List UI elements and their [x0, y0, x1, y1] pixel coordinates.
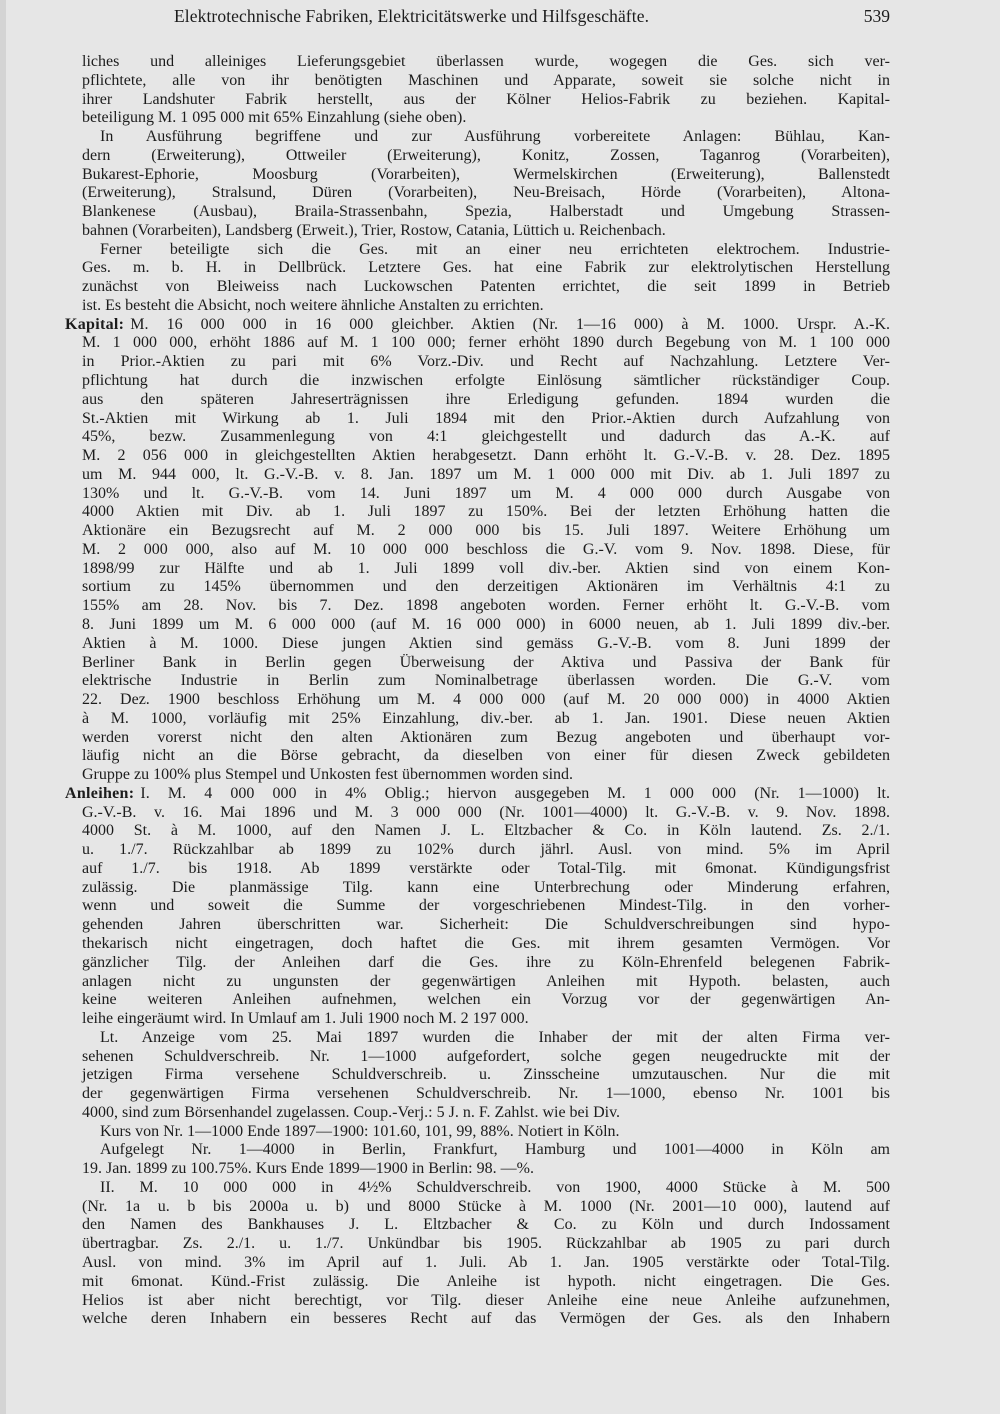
- line-text: Ferner beteiligte sich die Ges. mit an einer neu errichteten elektrochem. Industrie-: [100, 240, 890, 258]
- text-line: [82, 1029, 890, 1048]
- text-line: [82, 259, 890, 278]
- line-text: Aktionäre ein Bezugsrecht auf M. 2 000 000 bis 15. Juli 1897. Weitere Erhöhung um: [82, 522, 890, 540]
- line-text: welche deren Inhabern ein besseres Recht auf das Vermögen der Ges. als den Inhabern: [82, 1310, 890, 1328]
- text-line: [82, 1216, 890, 1235]
- text-line: [82, 410, 890, 429]
- line-text: dern (Erweiterung), Ottweiler (Erweiterung), Konitz, Zossen, Taganrog (Vorarbeiten),: [82, 146, 890, 164]
- text-line: [82, 710, 890, 729]
- line-text: 4000 Aktien mit Div. ab 1. Juli 1897 zu 150%. Bei der letzten Erhöhung hatten die: [82, 503, 890, 521]
- text-line: [82, 1141, 890, 1160]
- section-label: Kapital:: [65, 315, 125, 333]
- text-line: [82, 1292, 890, 1311]
- line-text: In Ausführung begriffene und zur Ausführung vorbereitete Anlagen: Bühlau, Kan-: [100, 128, 890, 146]
- text-line: [82, 897, 890, 916]
- line-text: leihe eingeräumt wird. In Umlauf am 1. Juli 1900 noch M. 2 197 000.: [82, 1010, 529, 1028]
- text-line: [82, 973, 890, 992]
- text-line: [82, 297, 890, 316]
- text-line: [82, 1160, 890, 1179]
- running-header: [82, 6, 890, 30]
- text-line: [65, 316, 890, 335]
- line-text: übertragbar. Zs. 2./1. u. 1./7. Unkündbar bis 1905. Rückzahlbar ab 1905 zu pari durch: [82, 1235, 890, 1253]
- text-line: [82, 935, 890, 954]
- text-line: [82, 860, 890, 879]
- text-line: [82, 578, 890, 597]
- line-text: pflichtung hat durch die inzwischen erfolgte Einlösung sämtlicher rückständiger Coup.: [82, 372, 890, 390]
- text-line: [82, 522, 890, 541]
- text-line: [82, 1254, 890, 1273]
- text-line: [82, 485, 890, 504]
- line-text: keine weiteren Anleihen aufnehmen, welchen ein Vorzug vor der gegenwärtigen An-: [82, 991, 890, 1009]
- text-line: [82, 616, 890, 635]
- line-text: à M. 1000, vorläufig mit 25% Einzahlung, div.-ber. ab 1. Jan. 1901. Diese neuen Aktien: [82, 709, 890, 727]
- text-line: [82, 334, 890, 353]
- text-line: [82, 1104, 890, 1123]
- line-text: thekarisch nicht eingetragen, doch haftet die Ges. mit ihrem gesamten Vermögen. Vor: [82, 934, 890, 952]
- text-line: [82, 166, 890, 185]
- line-text: 22. Dez. 1900 beschloss Erhöhung um M. 4 000 000 (auf M. 20 000 000) in 4000 Aktien: [82, 691, 890, 709]
- line-text: Bukarest-Ephorie, Moosburg (Vorarbeiten), Wermelskirchen (Erweiterung), Ballenstedt: [82, 165, 890, 183]
- line-text: elektrische Industrie in Berlin zum Nominalbetrage überlassen worden. Die G.-V. vom: [82, 672, 890, 690]
- line-text: u. 1./7. Rückzahlbar ab 1899 zu 102% durch jährl. Ausl. von mind. 5% im April: [82, 841, 890, 859]
- text-line: [82, 1310, 890, 1329]
- text-line: [82, 954, 890, 973]
- paragraph: [82, 1123, 890, 1142]
- text-line: [82, 822, 890, 841]
- text-line: [82, 804, 890, 823]
- text-line: [82, 879, 890, 898]
- text-line: [82, 597, 890, 616]
- line-text: auf 1./7. bis 1918. Ab 1899 verstärkte oder Total-Tilg. mit 6monat. Kündigungsfrist: [82, 859, 890, 877]
- text-line: [82, 241, 890, 260]
- line-text: mit 6monat. Künd.-Frist zulässig. Die Anleihe ist hypoth. nicht eingetragen. Die Ges.: [82, 1272, 890, 1290]
- text-line: [82, 184, 890, 203]
- text-line: [82, 428, 890, 447]
- line-text: 130% und lt. G.-V.-B. vom 14. Juni 1897 um M. 4 000 000 durch Ausgabe von: [82, 484, 890, 502]
- line-text: zunächst von Bleiweiss nach Luckowschen Patenten errichtet, die seit 1899 in Betrieb: [82, 278, 890, 296]
- text-line: [82, 203, 890, 222]
- line-text: gehenden Jahren überschritten war. Sicherheit: Die Schuldverschreibungen sind hypo-: [82, 916, 890, 934]
- line-text: sortium zu 145% übernommen und den derzeitigen Aktionären im Verhältnis 4:1 zu: [82, 578, 890, 596]
- line-text: Aktien à M. 1000. Diese jungen Aktien sind gemäss G.-V.-B. vom 8. Juni 1899 der: [82, 634, 890, 652]
- line-text: Berliner Bank in Berlin gegen Überweisung der Aktiva und Passiva der Bank für: [82, 653, 890, 671]
- line-text: ist. Es besteht die Absicht, noch weitere ähnliche Anstalten zu errichten.: [82, 296, 544, 314]
- line-text: Ausl. von mind. 3% im April auf 1. Juli. Ab 1. Jan. 1905 verstärkte oder Total-Tilg.: [82, 1254, 890, 1271]
- paragraph: [82, 1179, 890, 1329]
- text-line: [82, 72, 890, 91]
- line-text: M. 1 000 000, erhöht 1886 auf M. 1 100 000; ferner erhöht 1890 durch Begebung von M. 1 100 000: [82, 334, 890, 352]
- text-line: [82, 691, 890, 710]
- text-line: [82, 372, 890, 391]
- text-line: [82, 1123, 890, 1142]
- line-text: ihrer Landshuter Fabrik herstellt, aus der Kölner Helios-Fabrik zu beziehen. Kapital-: [82, 90, 890, 108]
- line-text: St.-Aktien mit Wirkung ab 1. Juli 1894 mit den Prior.-Aktien durch Aufzahlung von: [82, 409, 890, 427]
- text-line: [82, 109, 890, 128]
- line-text: (Erweiterung), Stralsund, Düren (Vorarbeiten), Neu-Breisach, Hörde (Vorarbeiten), Altona-: [82, 184, 890, 202]
- scan-page-edge: [0, 0, 6, 1414]
- line-text: aus den späteren Jahreserträgnissen ihre Erledigung gefunden. 1894 wurden die: [82, 390, 890, 408]
- line-text: Kurs von Nr. 1—1000 Ende 1897—1900: 101.60, 101, 99, 88%. Notiert in Köln.: [100, 1122, 620, 1140]
- line-text: den Namen des Bankhauses J. L. Eltzbacher & Co. zu Köln und durch Indossament: [82, 1216, 890, 1234]
- paragraph: [82, 1029, 890, 1123]
- running-title: Elektrotechnische Fabriken, Elektricitätswerke und Hilfsgeschäfte.: [174, 6, 650, 26]
- text-line: [82, 1273, 890, 1292]
- line-text: bahnen (Vorarbeiten), Landsberg (Erweit.), Trier, Rostow, Catania, Lüttich u. Reichenbach.: [82, 221, 666, 239]
- text-line: [82, 1085, 890, 1104]
- line-text: Aufgelegt Nr. 1—4000 in Berlin, Frankfurt, Hamburg und 1001—4000 in Köln am: [100, 1141, 890, 1159]
- line-text: M. 2 056 000 in gleichgestellten Aktien herabgesetzt. Dann erhöht lt. G.-V.-B. v. 28. Dez. 1895: [82, 447, 890, 465]
- line-text: jetzigen Firma versehene Schuldverschreib. u. Zinsscheine umzutauschen. Nur die mit: [82, 1066, 890, 1084]
- text-line: [82, 128, 890, 147]
- page-body: [65, 53, 890, 1329]
- line-text: anlagen nicht zu ungunsten der gegenwärtigen Anleihen mit Hypoth. belasten, auch: [82, 972, 890, 990]
- line-text: (Nr. 1a u. b bis 2000a u. b) und 8000 Stücke à M. 1000 (Nr. 2001—10 000), lautend auf: [82, 1197, 890, 1215]
- text-line: [82, 278, 890, 297]
- paragraph: [82, 53, 890, 128]
- paragraph: [82, 128, 890, 241]
- line-text: der gegenwärtigen Firma versehenen Schuldverschreib. Nr. 1—1000, ebenso Nr. 1001 bis: [82, 1085, 890, 1103]
- text-line: [82, 541, 890, 560]
- text-line: [82, 1048, 890, 1067]
- paragraph: [65, 315, 890, 785]
- section-label: Anleihen:: [65, 784, 135, 802]
- line-text: gänzlicher Tilg. der Anleihen darf die Ges. ihre zu Köln-Ehrenfeld belegenen Fabrik-: [82, 953, 890, 971]
- text-line: [82, 841, 890, 860]
- line-text: Helios ist aber nicht berechtigt, vor Tilg. dieser Anleihe eine neue Anleihe aufzunehmen,: [82, 1291, 890, 1309]
- line-text: 19. Jan. 1899 zu 100.75%. Kurs Ende 1899—1900 in Berlin: 98. —%.: [82, 1160, 534, 1178]
- text-line: [82, 654, 890, 673]
- line-text: 155% am 28. Nov. bis 7. Dez. 1898 angeboten worden. Ferner erhöht lt. G.-V.-B. vom: [82, 597, 890, 615]
- text-line: [82, 91, 890, 110]
- text-line: [82, 766, 890, 785]
- line-text: M. 2 000 000, also auf M. 10 000 000 beschloss die G.-V. vom 9. Nov. 1898. Diese, für: [82, 540, 890, 558]
- text-line: [82, 147, 890, 166]
- line-text: Lt. Anzeige vom 25. Mai 1897 wurden die Inhaber der mit der alten Firma ver-: [100, 1028, 890, 1046]
- text-line: [82, 1010, 890, 1029]
- text-line: [82, 466, 890, 485]
- line-text: II. M. 10 000 000 in 4½% Schuldverschreib. von 1900, 4000 Stücke à M. 500: [100, 1178, 890, 1196]
- line-text: liches und alleiniges Lieferungsgebiet überlassen wurde, wogegen die Ges. sich ver-: [82, 53, 890, 70]
- page-number: 539: [863, 6, 890, 26]
- line-text: 4000 St. à M. 1000, auf den Namen J. L. Eltzbacher & Co. in Köln lautend. Zs. 2./1.: [82, 822, 890, 840]
- line-text: 4000, sind zum Börsenhandel zugelassen. Coup.-Verj.: 5 J. n. F. Zahlst. wie bei Div.: [82, 1103, 621, 1121]
- line-text: pflichtete, alle von ihr benötigten Maschinen und Apparate, soweit sie solche nicht in: [82, 71, 890, 89]
- text-line: [82, 503, 890, 522]
- line-text: 1898/99 zur Hälfte und ab 1. Juli 1899 voll div.-ber. Aktien sind von einem Kon-: [82, 559, 890, 577]
- line-text: M. 16 000 000 in 16 000 gleichber. Aktien (Nr. 1—16 000) à M. 1000. Urspr. A.-K.: [130, 315, 890, 333]
- paragraph: [82, 1141, 890, 1179]
- text-line: [82, 635, 890, 654]
- line-text: läufig nicht an die Börse gebracht, da dieselben von einer für diesen Zweck gebildeten: [82, 747, 890, 765]
- text-line: [82, 1198, 890, 1217]
- text-line: [82, 1066, 890, 1085]
- line-text: 45%, bezw. Zusammenlegung von 4:1 gleichgestellt und dadurch das A.-K. auf: [82, 428, 890, 446]
- text-line: [82, 53, 890, 72]
- text-line: [82, 391, 890, 410]
- line-text: G.-V.-B. v. 16. Mai 1896 und M. 3 000 000 (Nr. 1001—4000) lt. G.-V.-B. v. 9. Nov. 1898.: [82, 803, 890, 821]
- line-text: beteiligung M. 1 095 000 mit 65% Einzahlung (siehe oben).: [82, 109, 467, 127]
- text-line: [82, 447, 890, 466]
- text-line: [82, 672, 890, 691]
- text-line: [82, 560, 890, 579]
- text-line: [82, 916, 890, 935]
- line-text: Ges. m. b. H. in Dellbrück. Letztere Ges. hat eine Fabrik zur elektrolytischen Herstellung: [82, 259, 890, 277]
- text-line: [65, 785, 890, 804]
- line-text: 8. Juni 1899 um M. 6 000 000 (auf M. 16 000 000) in 6000 neuen, ab 1. Juli 1899 div.-ber.: [82, 615, 890, 633]
- paragraph: [65, 784, 890, 1029]
- line-text: Gruppe zu 100% plus Stempel und Unkosten fest übernommen worden sind.: [82, 766, 574, 784]
- line-text: I. M. 4 000 000 in 4% Oblig.; hiervon ausgegeben M. 1 000 000 (Nr. 1—1000) lt.: [140, 784, 890, 802]
- text-line: [82, 991, 890, 1010]
- text-line: [82, 1235, 890, 1254]
- text-line: [82, 729, 890, 748]
- paragraph: [82, 241, 890, 316]
- text-line: [82, 1179, 890, 1198]
- line-text: sehenen Schuldverschreib. Nr. 1—1000 aufgefordert, solche gegen neugedruckte mit der: [82, 1047, 890, 1065]
- line-text: um M. 944 000, lt. G.-V.-B. v. 8. Jan. 1897 um M. 1 000 000 mit Div. ab 1. Juli 1897 zu: [82, 465, 890, 483]
- text-line: [82, 747, 890, 766]
- line-text: Blankenese (Ausbau), Braila-Strassenbahn, Spezia, Halberstadt und Umgebung Strassen-: [82, 203, 890, 221]
- line-text: wenn und soweit die Summe der vorgeschriebenen Mindest-Tilg. in den vorher-: [82, 897, 890, 915]
- line-text: zulässig. Die planmässige Tilg. kann eine Unterbrechung oder Minderung erfahren,: [82, 878, 890, 896]
- line-text: in Prior.-Aktien zu pari mit 6% Vorz.-Div. und Recht auf Nachzahlung. Letztere Ver-: [82, 353, 890, 371]
- text-line: [82, 353, 890, 372]
- text-line: [82, 222, 890, 241]
- line-text: werden vorerst nicht den alten Aktionären zum Bezug angeboten und überhaupt vor-: [82, 728, 890, 746]
